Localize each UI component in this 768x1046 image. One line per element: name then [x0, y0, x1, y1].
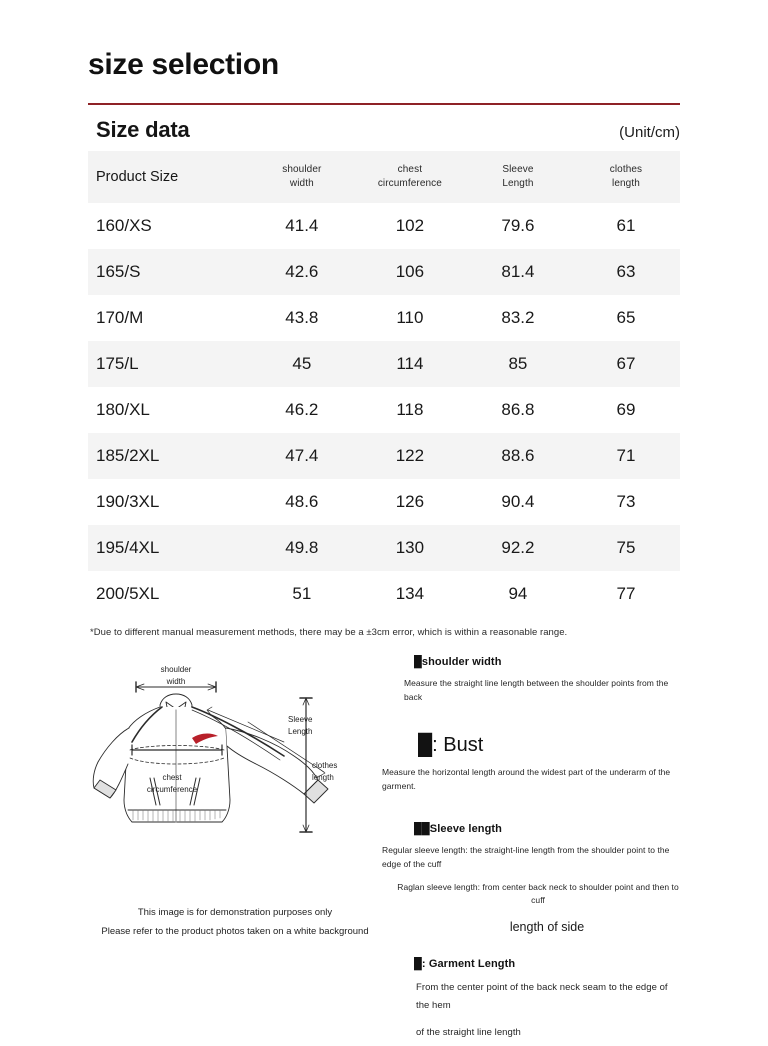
cell-shoulder-width: 46.2 [285, 400, 319, 419]
cell-chest-circumference: 126 [395, 492, 425, 511]
demo-note-line-2: Please refer to the product photos taken on a white background [101, 926, 369, 937]
cell-clothes-length: 73 [616, 492, 636, 511]
cell-shoulder-width: 42.6 [285, 262, 319, 281]
garment-diagram [88, 650, 388, 865]
cell-sleeve-length: 86.8 [501, 400, 535, 419]
cell-clothes-length: 75 [616, 538, 636, 557]
cell-shoulder-width: 41.4 [285, 216, 319, 235]
lower-section [88, 650, 680, 1046]
cell-product-size: 165/S [96, 262, 141, 281]
cell-shoulder-width: 47.4 [285, 446, 319, 465]
cell-clothes-length: 69 [616, 400, 636, 419]
cell-clothes-length: 63 [616, 262, 636, 281]
measurement-footnote: *Due to different manual measurement methods, there may be a ±3cm error, which is within a reasonable range. [90, 627, 568, 638]
size-data-title: Size data [96, 117, 190, 142]
header-line-2: circumference [377, 177, 442, 189]
cell-sleeve-length: 94 [508, 584, 528, 603]
diagram-label-sleeve-line1: Sleeve [288, 715, 313, 724]
table-row [88, 387, 680, 433]
demo-note-line-1: This image is for demonstration purposes only [137, 907, 333, 918]
cell-product-size: 180/XL [96, 400, 150, 419]
column-header-shoulder-width [248, 151, 356, 203]
column-header-sleeve-length [464, 151, 572, 203]
column-header-product-size: Product Size [88, 151, 248, 203]
header-line-2: length [612, 177, 640, 189]
diagram-label-chest-line1: chest [162, 773, 182, 782]
diagram-label-shoulder-line2: width [166, 677, 186, 686]
cell-product-size: 185/2XL [96, 446, 160, 465]
cell-shoulder-width: 51 [292, 584, 312, 603]
instruction-body-sleeve-raglan: Raglan sleeve length: from center back neck to shoulder point and then to cuff [397, 881, 679, 906]
instruction-body-bust: Measure the horizontal length around the widest part of the underarm of the garment. [382, 767, 671, 791]
size-table-header [88, 151, 680, 203]
cell-sleeve-length: 85 [508, 354, 528, 373]
table-row [88, 479, 680, 525]
table-row [88, 341, 680, 387]
instruction-shoulder-width [396, 656, 680, 704]
instruction-body-garment-line-1: From the center point of the back neck seam to the edge of the hem [416, 981, 668, 1011]
cell-product-size: 195/4XL [96, 538, 160, 557]
cell-chest-circumference: 130 [395, 538, 425, 557]
column-header-chest-circumference [356, 151, 464, 203]
cell-sleeve-length: 83.2 [501, 308, 535, 327]
diagram-label-sleeve-line2: Length [288, 727, 313, 736]
demo-note [88, 903, 388, 941]
cell-clothes-length: 61 [616, 216, 636, 235]
cell-clothes-length: 67 [616, 354, 636, 373]
instruction-sleeve-length [382, 823, 680, 934]
table-header-row [88, 151, 680, 203]
instruction-heading-garment: █: Garment Length [414, 957, 516, 970]
cell-clothes-length: 65 [616, 308, 636, 327]
diagram-label-chest-line2: circumference [146, 785, 198, 794]
cell-sleeve-length: 88.6 [501, 446, 535, 465]
cell-sleeve-length: 79.6 [501, 216, 535, 235]
cell-chest-circumference: 114 [396, 354, 424, 373]
diagram-label-shoulder-line1: shoulder [160, 665, 192, 674]
column-header-clothes-length [572, 151, 680, 203]
cell-product-size: 175/L [96, 354, 139, 373]
size-table [88, 151, 680, 617]
table-row [88, 249, 680, 295]
size-data-caption [88, 105, 680, 151]
cell-chest-circumference: 110 [396, 308, 424, 327]
diagram-column [88, 650, 388, 1046]
instruction-body-shoulder: Measure the straight line length between the shoulder points from the back [404, 678, 669, 702]
cell-clothes-length: 71 [616, 446, 636, 465]
instruction-garment-length [396, 958, 680, 1042]
cell-chest-circumference: 102 [395, 216, 425, 235]
table-row [88, 525, 680, 571]
garment-illustration-svg [88, 650, 388, 865]
header-line-1: clothes [609, 164, 643, 175]
instruction-bust [382, 734, 680, 793]
instruction-heading-sleeve: ██Sleeve length [414, 823, 503, 836]
cell-clothes-length: 77 [616, 584, 636, 603]
header-line-1: chest [397, 164, 423, 175]
cell-shoulder-width: 45 [292, 354, 312, 373]
page-title: size selection [88, 48, 279, 81]
instruction-body-sleeve-regular: Regular sleeve length: the straight-line length from the shoulder point to the edge of the cuff [382, 845, 670, 869]
instruction-body-garment-line-2: of the straight line length [416, 1026, 521, 1038]
instructions-column [382, 650, 680, 1046]
cell-sleeve-length: 92.2 [501, 538, 535, 557]
cell-chest-circumference: 134 [395, 584, 425, 603]
header-line-1: Sleeve [502, 164, 534, 175]
header-line-2: Length [502, 177, 534, 189]
instruction-heading-shoulder: █shoulder width [414, 656, 502, 668]
cell-product-size: 170/M [96, 308, 144, 327]
header-line-2: width [289, 177, 314, 189]
cell-product-size: 200/5XL [96, 584, 160, 603]
header-line-1: shoulder [282, 164, 322, 175]
cell-chest-circumference: 118 [396, 400, 424, 419]
table-row [88, 571, 680, 617]
table-row [88, 203, 680, 249]
instruction-heading-bust: █: Bust [418, 734, 484, 757]
table-row [88, 433, 680, 479]
cell-shoulder-width: 48.6 [285, 492, 319, 511]
cell-chest-circumference: 122 [395, 446, 425, 465]
size-table-body [88, 203, 680, 617]
cell-sleeve-length: 81.4 [501, 262, 535, 281]
diagram-label-clothes-line1: clothes [312, 761, 338, 770]
diagram-label-clothes-line2: length [312, 773, 334, 782]
instruction-side-length: length of side [509, 919, 585, 934]
cell-product-size: 190/3XL [96, 492, 160, 511]
cell-shoulder-width: 49.8 [285, 538, 319, 557]
cell-shoulder-width: 43.8 [285, 308, 319, 327]
cell-product-size: 160/XS [96, 216, 152, 235]
cell-chest-circumference: 106 [395, 262, 425, 281]
table-row [88, 295, 680, 341]
unit-label: (Unit/cm) [619, 124, 680, 141]
cell-sleeve-length: 90.4 [501, 492, 535, 511]
